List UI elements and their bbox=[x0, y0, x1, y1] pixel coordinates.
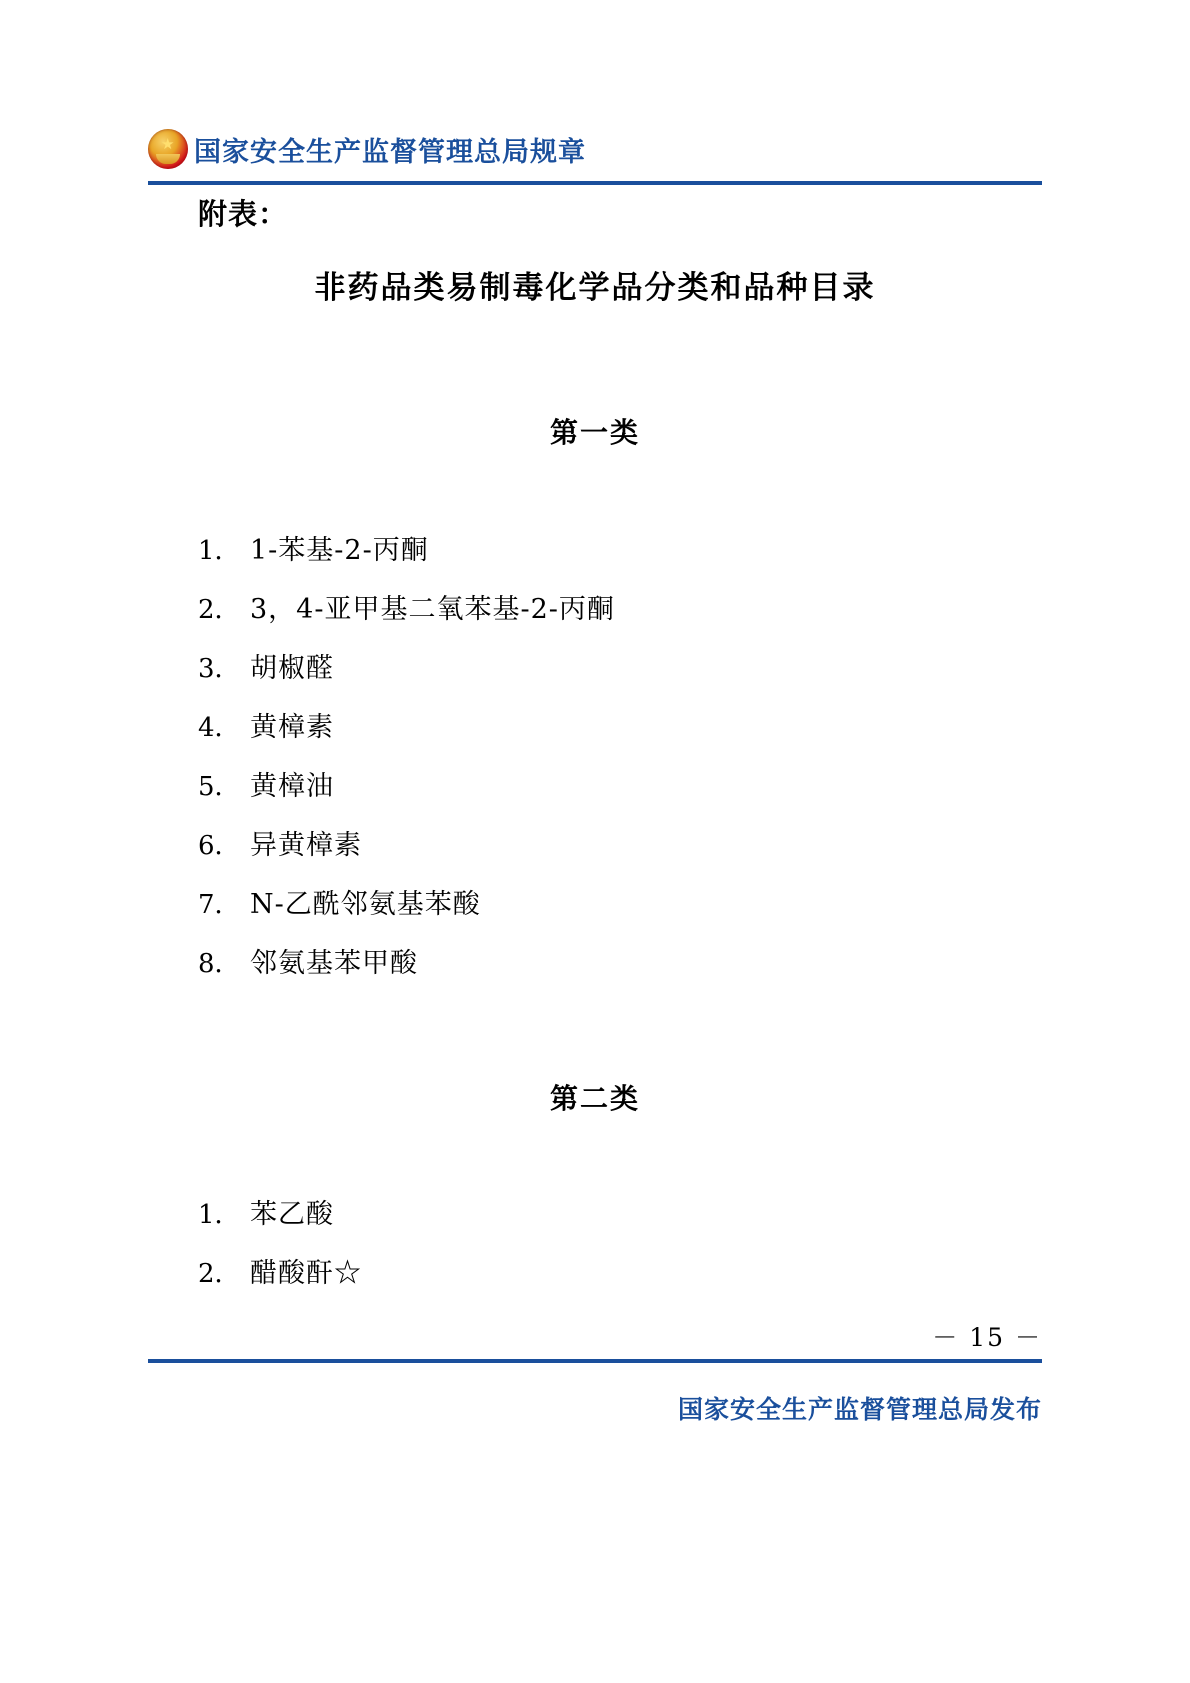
list-item-number: 7． bbox=[198, 890, 241, 920]
list-item-number: 8． bbox=[198, 949, 241, 979]
list-item-number: 2． bbox=[198, 595, 241, 625]
list-item bbox=[198, 528, 998, 587]
list-item-label: 黄樟油 bbox=[250, 771, 334, 802]
footer-divider bbox=[148, 1359, 1042, 1363]
document-header bbox=[148, 118, 1042, 180]
list-item-label: 苯乙酸 bbox=[250, 1199, 334, 1230]
list-item-number: 4． bbox=[198, 713, 241, 743]
list-item-label: 3，4-亚甲基二氧苯基-2-丙酮 bbox=[250, 594, 615, 625]
list-item-number: 1． bbox=[198, 1200, 241, 1230]
footer-publisher: 国家安全生产监督管理总局发布 bbox=[677, 1395, 1042, 1424]
section-heading-1: 第一类 bbox=[549, 416, 640, 449]
list-item-number: 2． bbox=[198, 1259, 241, 1289]
list-item-label: 1-苯基-2-丙酮 bbox=[250, 535, 429, 566]
list-item-number: 1． bbox=[198, 536, 241, 566]
page-number: － 15 － bbox=[932, 1323, 1042, 1352]
page-title: 非药品类易制毒化学品分类和品种目录 bbox=[314, 270, 876, 306]
attachment-label: 附表： bbox=[198, 197, 289, 231]
list-item bbox=[198, 1251, 998, 1310]
list-item bbox=[198, 705, 998, 764]
list-item-number: 5． bbox=[198, 772, 241, 802]
list-item-label: 醋酸酐☆ bbox=[250, 1258, 362, 1289]
list-item bbox=[198, 587, 998, 646]
list-item bbox=[198, 646, 998, 705]
list-item bbox=[198, 764, 998, 823]
header-title: 国家安全生产监督管理总局规章 bbox=[194, 136, 586, 168]
list-item bbox=[198, 1192, 998, 1251]
list-item-label: 邻氨基苯甲酸 bbox=[250, 948, 418, 979]
list-item-number: 6． bbox=[198, 831, 241, 861]
national-emblem-icon bbox=[148, 129, 188, 169]
list-item-label: N-乙酰邻氨基苯酸 bbox=[250, 889, 481, 920]
list-item-label: 异黄樟素 bbox=[250, 830, 362, 861]
list-item bbox=[198, 882, 998, 941]
header-divider bbox=[148, 181, 1042, 185]
list-item-number: 3． bbox=[198, 654, 241, 684]
section-2-item-list bbox=[198, 1192, 998, 1310]
section-heading-2: 第二类 bbox=[549, 1082, 640, 1115]
list-item bbox=[198, 941, 998, 1000]
section-1-item-list bbox=[198, 528, 998, 1000]
list-item bbox=[198, 823, 998, 882]
list-item-label: 黄樟素 bbox=[250, 712, 334, 743]
list-item-label: 胡椒醛 bbox=[250, 653, 334, 684]
